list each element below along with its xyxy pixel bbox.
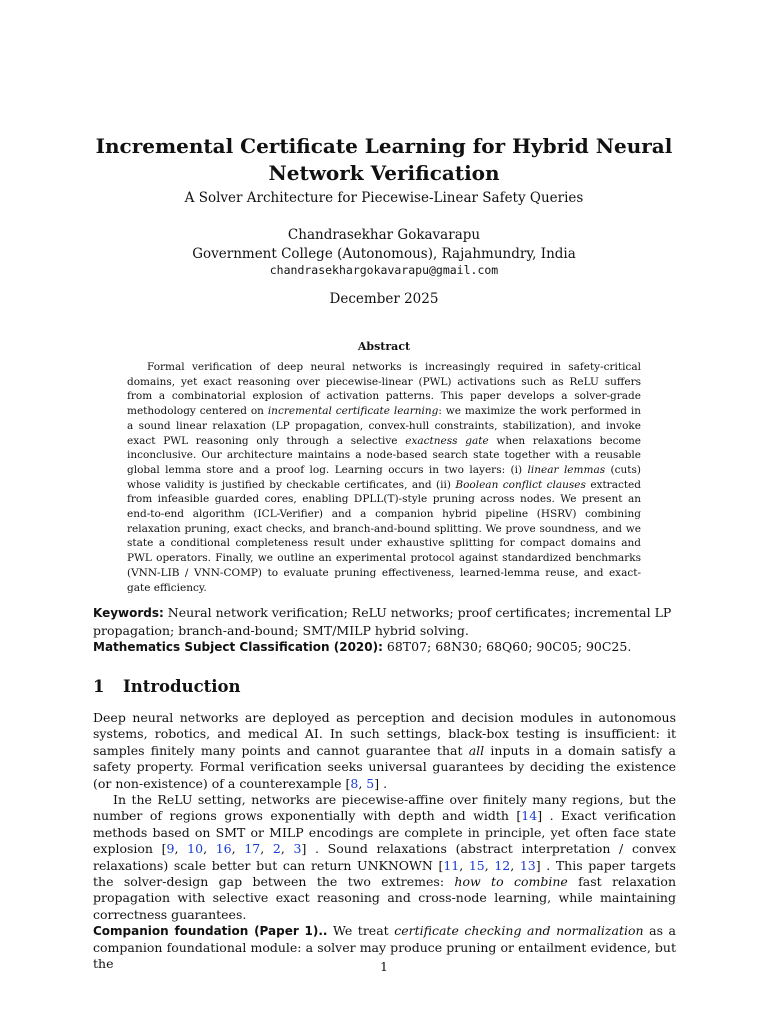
msc-text: 68T07; 68N30; 68Q60; 90C05; 90C25.: [382, 639, 632, 654]
keywords: [93, 604, 673, 639]
citation-link[interactable]: 15: [468, 857, 485, 873]
paper-subtitle: A Solver Architecture for Piecewise-Linear Safety Queries: [184, 190, 584, 206]
text-run: In the ReLU setting, networks are piecewise-affine over finitely many regions, but the number of regions grows exponentially with depth and width [: [93, 792, 676, 824]
abstract-text: [127, 360, 641, 595]
citation-link[interactable]: 5: [366, 775, 375, 791]
run-in-heading: Companion foundation (Paper 1)..: [93, 924, 328, 939]
abstract-run: (cuts) whose validity is justified by checkable certificates, and (ii): [127, 463, 641, 491]
citation-separator: ,: [459, 857, 469, 873]
text-emphasis: all: [468, 742, 485, 758]
text-emphasis: how to combine: [454, 874, 568, 890]
abstract-run: : we maximize the work performed in a sound linear relaxation (LP propagation, convex-hull constraints, stabilization), and invoke exact PWL reasoning only through a selective: [127, 405, 641, 447]
text-run: ] . This paper targets the solver-design gap between the two extremes:: [93, 857, 676, 890]
section-body: [93, 710, 676, 973]
citation-link[interactable]: 2: [272, 841, 281, 857]
paragraph: [93, 792, 676, 923]
citation-link[interactable]: 16: [215, 841, 232, 857]
citation-separator: ,: [280, 841, 294, 857]
citation-separator: ,: [260, 841, 273, 857]
citation-link[interactable]: 9: [166, 841, 175, 857]
abstract-emphasis: incremental certificate learning: [267, 405, 439, 418]
citation-link[interactable]: 12: [494, 857, 511, 873]
text-emphasis: certificate checking and normalization: [394, 923, 644, 939]
citation-separator: ,: [484, 857, 495, 873]
msc-label: Mathematics Subject Classification (2020):: [93, 640, 383, 654]
paper-title: Incremental Certificate Learning for Hybrid Neural Network Verification: [95, 134, 673, 185]
author-affiliation: Government College (Autonomous), Rajahmundry, India: [192, 246, 576, 262]
page-number: 1: [380, 959, 388, 974]
text-run: ] . Exact verification methods based on SMT or MILP encodings are complete in principle, yet often face state explosion [: [93, 808, 676, 857]
keywords-label: Keywords:: [93, 606, 164, 620]
citation-link[interactable]: 17: [244, 841, 261, 857]
citation-link[interactable]: 14: [521, 808, 538, 824]
section-title: Introduction: [123, 677, 241, 696]
citation-separator: ,: [510, 857, 520, 873]
abstract-heading: Abstract: [357, 340, 411, 353]
abstract-run: when relaxations become inconclusive. Our architecture maintains a node-based search state together with a reusable global lemma store and a proof log. Learning occurs in two layers: (i): [127, 434, 641, 476]
abstract-emphasis: linear lemmas: [527, 463, 606, 476]
citation-link[interactable]: 13: [519, 857, 536, 873]
citation-separator: ,: [174, 841, 188, 857]
text-run: Deep neural networks are deployed as perception and decision modules in autonomous systems, robotics, and medical AI. In such settings, black-box testing is insufficient: it samples finitely many points and cannot guarantee that: [93, 710, 676, 758]
citation-link[interactable]: 10: [187, 841, 204, 857]
abstract-run: extracted from infeasible guarded cores, enabling DPLL(T)-style pruning across nodes. We present an end-to-end algorithm (ICL-Verifier) and a companion hybrid pipeline (HSRV) combining relaxation pruning, exact checks, and branch-and-bound splitting. We prove soundness, and we state a conditional completeness result under exhaustive splitting for compact domains and PWL operators. Finally, we outline an experimental protocol against standardized benchmarks (VNN-LIB / VNN-COMP) to evaluate pruning effectiveness, learned-lemma reuse, and exact-gate efficiency.: [127, 478, 641, 594]
text-run: as a companion foundational module: a solver may produce pruning or entailment evidence, but the: [93, 923, 676, 972]
abstract-run: Formal verification of deep neural networks is increasingly required in safety-critical domains, yet exact reasoning over piecewise-linear (PWL) activations such as ReLU suffers from a combinatorial explosion of activation patterns. This paper develops a solver-grade methodology centered on: [127, 361, 641, 418]
text-run: ] .: [374, 775, 388, 791]
citation-link[interactable]: 11: [443, 857, 460, 873]
text-run: inputs in a domain satisfy a safety property. Formal verification seeks universal guarantees by deciding the existence (or non-existence) of a counterexample [: [93, 742, 676, 791]
citation-separator: ,: [231, 841, 245, 857]
abstract-emphasis: exactness gate: [405, 434, 489, 447]
author-name: Chandrasekhar Gokavarapu: [287, 227, 481, 243]
msc-classification: [93, 638, 673, 656]
section-heading: [93, 676, 241, 698]
text-run: We treat: [327, 923, 395, 939]
author-email[interactable]: chandrasekhargokavarapu@gmail.com: [269, 263, 499, 277]
paragraph: [93, 710, 676, 792]
citation-link[interactable]: 3: [293, 841, 302, 857]
text-run: fast relaxation propagation with selective exact reasoning and cross-node learning, while maintaining correctness guarantees.: [93, 874, 676, 922]
section-number: 1: [93, 677, 105, 696]
paper-date: December 2025: [329, 291, 439, 307]
text-run: ,: [358, 775, 367, 791]
citation-link[interactable]: 8: [350, 775, 359, 791]
text-run: ] . Sound relaxations (abstract interpretation / convex relaxations) scale better but can return UNKNOWN [: [93, 841, 677, 873]
keywords-text: Neural network verification; ReLU networks; proof certificates; incremental LP propagation; branch-and-bound; SMT/MILP hybrid solving.: [93, 605, 672, 638]
citation-separator: ,: [203, 841, 216, 857]
abstract-emphasis: Boolean conflict clauses: [455, 478, 586, 491]
